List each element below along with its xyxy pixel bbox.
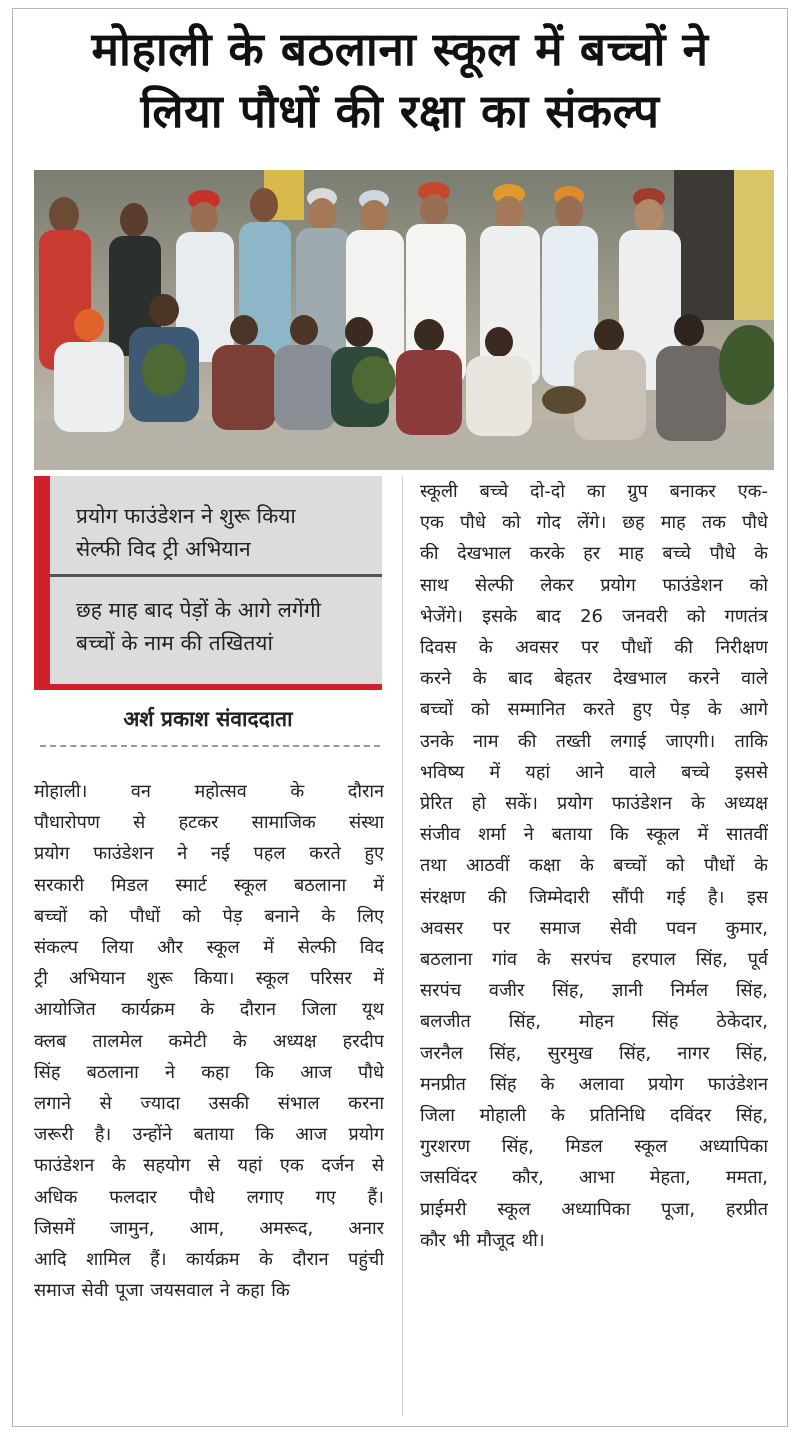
- byline-divider: [40, 745, 380, 747]
- highlight-1: [76, 500, 296, 566]
- article-line: जरूरी है। उन्होंने बताया कि आज प्रयोग: [34, 1124, 384, 1146]
- group-photo-illustration: [34, 170, 774, 470]
- article-line: गुरशरण सिंह, मिडल स्कूल अध्यापिका: [420, 1136, 768, 1158]
- article-line: मोहाली। वन महोत्सव के दौरान: [34, 781, 384, 802]
- article-line: जसविंदर कौर, आभा मेहता, ममता,: [420, 1167, 768, 1189]
- article-line: उनके नाम की तख्ती लगाई जाएगी। ताकि: [420, 730, 768, 752]
- article-line: संरक्षण की जिम्मेदारी सौंपी गई है। इस: [420, 886, 768, 908]
- article-line: फाउंडेशन के सहयोग से यहां एक दर्जन से: [34, 1155, 384, 1177]
- article-line: जिसमें जामुन, आम, अमरूद, अनार: [34, 1217, 384, 1239]
- article-line: बच्चों को पौधों को पेड़ बनाने के लिए: [34, 905, 384, 927]
- highlight-2: [76, 594, 321, 660]
- highlight-2-line-2: बच्चों के नाम की तखितयां: [76, 631, 273, 655]
- article-line: अवसर पर समाज सेवी पवन कुमार,: [420, 917, 768, 939]
- article-line: समाज सेवी पूजा जयसवाल ने कहा कि: [34, 1280, 290, 1302]
- news-photo: [34, 170, 774, 470]
- article-line: भविष्य में यहां आने वाले बच्चे इससे: [420, 761, 768, 783]
- article-line: बच्चों को सम्मानित करते हुए पेड़ के आगे: [420, 699, 768, 721]
- article-line: अधिक फलदार पौधे लगाए गए हैं।: [34, 1186, 384, 1208]
- article-line: करने के बाद बेहतर देखभाल करने वाले: [420, 668, 768, 690]
- article-line: जिला मोहाली के प्रतिनिधि दविंदर सिंह,: [420, 1105, 768, 1127]
- article-line: ट्री अभियान शुरू किया। स्कूल परिसर में: [34, 968, 384, 990]
- article-line: सरकारी मिडल स्मार्ट स्कूल बठलाना में: [34, 874, 384, 896]
- byline: अर्श प्रकाश संवाददाता: [123, 707, 293, 731]
- column-divider: [402, 476, 403, 1416]
- article-line: भेजेंगे। इसके बाद 26 जनवरी को गणतंत्र: [420, 605, 768, 627]
- article-line: जरनैल सिंह, सुरमुख सिंह, नागर सिंह,: [420, 1042, 768, 1064]
- article-line: साथ सेल्फी लेकर प्रयोग फाउंडेशन को: [420, 574, 768, 596]
- highlight-1-line-2: सेल्फी विद ट्री अभियान: [76, 537, 251, 561]
- highlight-1-line-1: प्रयोग फाउंडेशन ने शुरू किया: [76, 504, 296, 528]
- headline-line-1: मोहाली के बठलाना स्कूल में बच्चों ने: [91, 22, 709, 76]
- article-line: कौर भी मौजूद थी।: [420, 1229, 545, 1251]
- article-line: संजीव शर्मा ने बताया कि स्कूल में सातवीं: [420, 824, 768, 846]
- highlight-divider: [50, 574, 382, 577]
- article-line: आदि शामिल हैं। कार्यक्रम के दौरान पहुंची: [34, 1249, 384, 1271]
- highlight-2-line-1: छह माह बाद पेड़ों के आगे लगेंगी: [76, 598, 321, 622]
- article-line: तथा आठवीं कक्षा के बच्चों को पौधों के: [420, 855, 768, 877]
- article-line: प्रेरित हो सकें। प्रयोग फाउंडेशन के अध्यक्ष: [420, 793, 768, 815]
- article-line: मनप्रीत सिंह के अलावा प्रयोग फाउंडेशन: [420, 1073, 768, 1095]
- article-line: संकल्प लिया और स्कूल में सेल्फी विद: [34, 937, 384, 959]
- article-column-left: [34, 776, 384, 1306]
- article-line: बठलाना गांव के सरपंच हरपाल सिंह, पूर्व: [420, 949, 768, 971]
- article-line: प्राईमरी स्कूल अध्यापिका पूजा, हरप्रीत: [420, 1198, 768, 1220]
- headline-line-2: लिया पौधों की रक्षा का संकल्प: [140, 84, 660, 138]
- article-line: क्लब तालमेल कमेटी के अध्यक्ष हरदीप: [34, 1030, 384, 1052]
- headline: [20, 18, 780, 142]
- article-line: की देखभाल करके हर माह बच्चे पौधे के: [420, 543, 768, 565]
- article-line: दिवस के अवसर पर पौधों की निरीक्षण: [420, 637, 768, 659]
- article-line: पौधारोपण से हटकर सामाजिक संस्था: [34, 812, 384, 834]
- article-line: आयोजित कार्यक्रम के दौरान जिला यूथ: [34, 999, 384, 1021]
- article-column-right: [420, 476, 768, 1256]
- article-line: सिंह बठलाना ने कहा कि आज पौधे: [34, 1061, 384, 1083]
- highlights-box: [34, 476, 382, 690]
- article-line: लगाने से ज्यादा उसकी संभाल करना: [34, 1093, 384, 1115]
- article-line: स्कूली बच्चे दो-दो का ग्रुप बनाकर एक-: [420, 481, 768, 502]
- article-line: प्रयोग फाउंडेशन ने नई पहल करते हुए: [34, 843, 384, 865]
- article-line: एक पौधे को गोद लेंगे। छह माह तक पौधे: [420, 512, 768, 534]
- article-line: बलजीत सिंह, मोहन सिंह ठेकेदार,: [420, 1011, 768, 1033]
- article-line: सरपंच वजीर सिंह, ज्ञानी निर्मल सिंह,: [420, 980, 768, 1002]
